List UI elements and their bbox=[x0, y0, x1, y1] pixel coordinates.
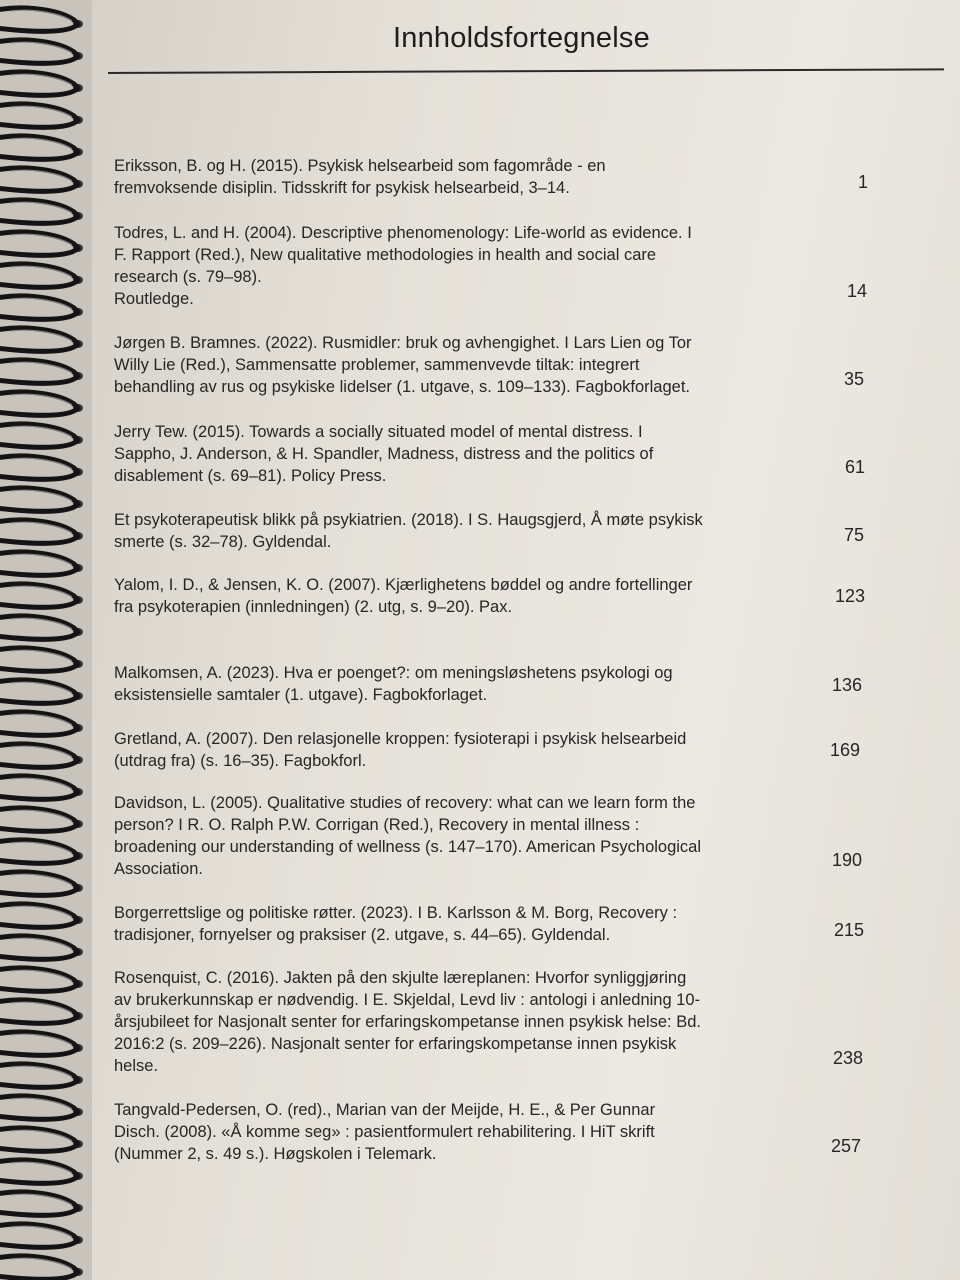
toc-entry bbox=[114, 1099, 764, 1165]
entry-page-number: 215 bbox=[834, 920, 865, 940]
entry-page-number: 75 bbox=[844, 525, 865, 545]
entry-page-number: 35 bbox=[844, 369, 865, 389]
entry-citation: Rosenquist, C. (2016). Jakten på den skjulte læreplanen: Hvorfor synliggjøring av brukerkunnskap er nødvendig. I E. Skjeldal, Levd liv : antologi i anledning 10- årsjubileet for Nasjonalt senter for erfaringskompetanse innen psykisk helse: Bd. 2016:2 (s. 209–226). Nasjonalt senter for erfaringskompetanse innen psykisk helse. bbox=[114, 969, 701, 1075]
title-divider bbox=[108, 68, 944, 74]
entry-page-number: 1 bbox=[858, 172, 869, 192]
toc-entry bbox=[114, 332, 764, 398]
entry-page-number: 190 bbox=[832, 850, 863, 870]
entry-citation: Et psykoterapeutisk blikk på psykiatrien. (2018). I S. Haugsgjerd, Å møte psykisk smerte (s. 32–78). Gyldendal. bbox=[114, 511, 703, 551]
entry-citation: Eriksson, B. og H. (2015). Psykisk helsearbeid som fagområde - en fremvoksende disiplin. Tidsskrift for psykisk helsearbeid, 3–14. bbox=[114, 157, 606, 197]
entry-citation: Gretland, A. (2007). Den relasjonelle kroppen: fysioterapi i psykisk helsearbeid (utdrag fra) (s. 16–35). Fagbokforl. bbox=[114, 730, 687, 770]
spiral-binding bbox=[0, 0, 92, 1280]
toc-entry bbox=[114, 792, 764, 880]
toc-entry bbox=[114, 662, 764, 706]
entry-citation: Jørgen B. Bramnes. (2022). Rusmidler: bruk og avhengighet. I Lars Lien og Tor Willy Lie (Red.), Sammensatte problemer, sammenvevde tiltak: integrert behandling av rus og psykiske lidelser (1. utgave, s. 109–133). Fagbokforlaget. bbox=[114, 334, 692, 396]
entry-citation: Yalom, I. D., & Jensen, K. O. (2007). Kjærlighetens bøddel og andre fortellinger fra psykoterapien (innledningen) (2. utg, s. 9–20). Pax. bbox=[114, 576, 693, 616]
entry-citation: Todres, L. and H. (2004). Descriptive phenomenology: Life-world as evidence. I F. Rapport (Red.), New qualitative methodologies in health and social care research (s. 79–98). Routledge. bbox=[114, 224, 692, 308]
entry-page-number: 14 bbox=[847, 281, 868, 301]
entry-page-number: 238 bbox=[833, 1048, 864, 1068]
entry-page-number: 123 bbox=[835, 586, 866, 606]
page-title: Innholdsfortegnelse bbox=[393, 22, 650, 54]
entry-page-number: 61 bbox=[845, 457, 866, 477]
toc-entry bbox=[114, 902, 764, 946]
entry-citation: Davidson, L. (2005). Qualitative studies of recovery: what can we learn form the person? I R. O. Ralph P.W. Corrigan (Red.), Recovery in mental illness : broadening our understanding of wellness (s. 147–170). American Psychological Association. bbox=[114, 794, 702, 878]
entry-citation: Borgerrettslige og politiske røtter. (2023). I B. Karlsson & M. Borg, Recovery : tradisjoner, fornyelser og praksiser (2. utgave, s. 44–65). Gyldendal. bbox=[114, 904, 678, 944]
toc-entry bbox=[114, 509, 764, 553]
entry-citation: Tangvald-Pedersen, O. (red)., Marian van der Meijde, H. E., & Per Gunnar Disch. (2008). «Å komme seg» : pasientformulert rehabilitering. I HiT skrift (Nummer 2, s. 49 s.). Høgskolen i Telemark. bbox=[114, 1101, 656, 1163]
entry-page-number: 136 bbox=[832, 675, 863, 695]
toc-entry bbox=[114, 728, 764, 772]
entry-page-number: 257 bbox=[831, 1136, 862, 1156]
toc-entry bbox=[114, 967, 764, 1077]
toc-entry bbox=[114, 421, 764, 487]
entry-citation: Malkomsen, A. (2023). Hva er poenget?: om meningsløshetens psykologi og eksistensielle samtaler (1. utgave). Fagbokforlaget. bbox=[114, 664, 673, 704]
toc-entry bbox=[114, 222, 764, 310]
entry-citation: Jerry Tew. (2015). Towards a socially situated model of mental distress. I Sappho, J. Anderson, & H. Spandler, Madness, distress and the politics of disablement (s. 69–81). Policy Press. bbox=[114, 423, 654, 485]
entry-page-number: 169 bbox=[830, 740, 861, 760]
toc-entry bbox=[114, 574, 764, 618]
toc-entry bbox=[114, 155, 764, 199]
